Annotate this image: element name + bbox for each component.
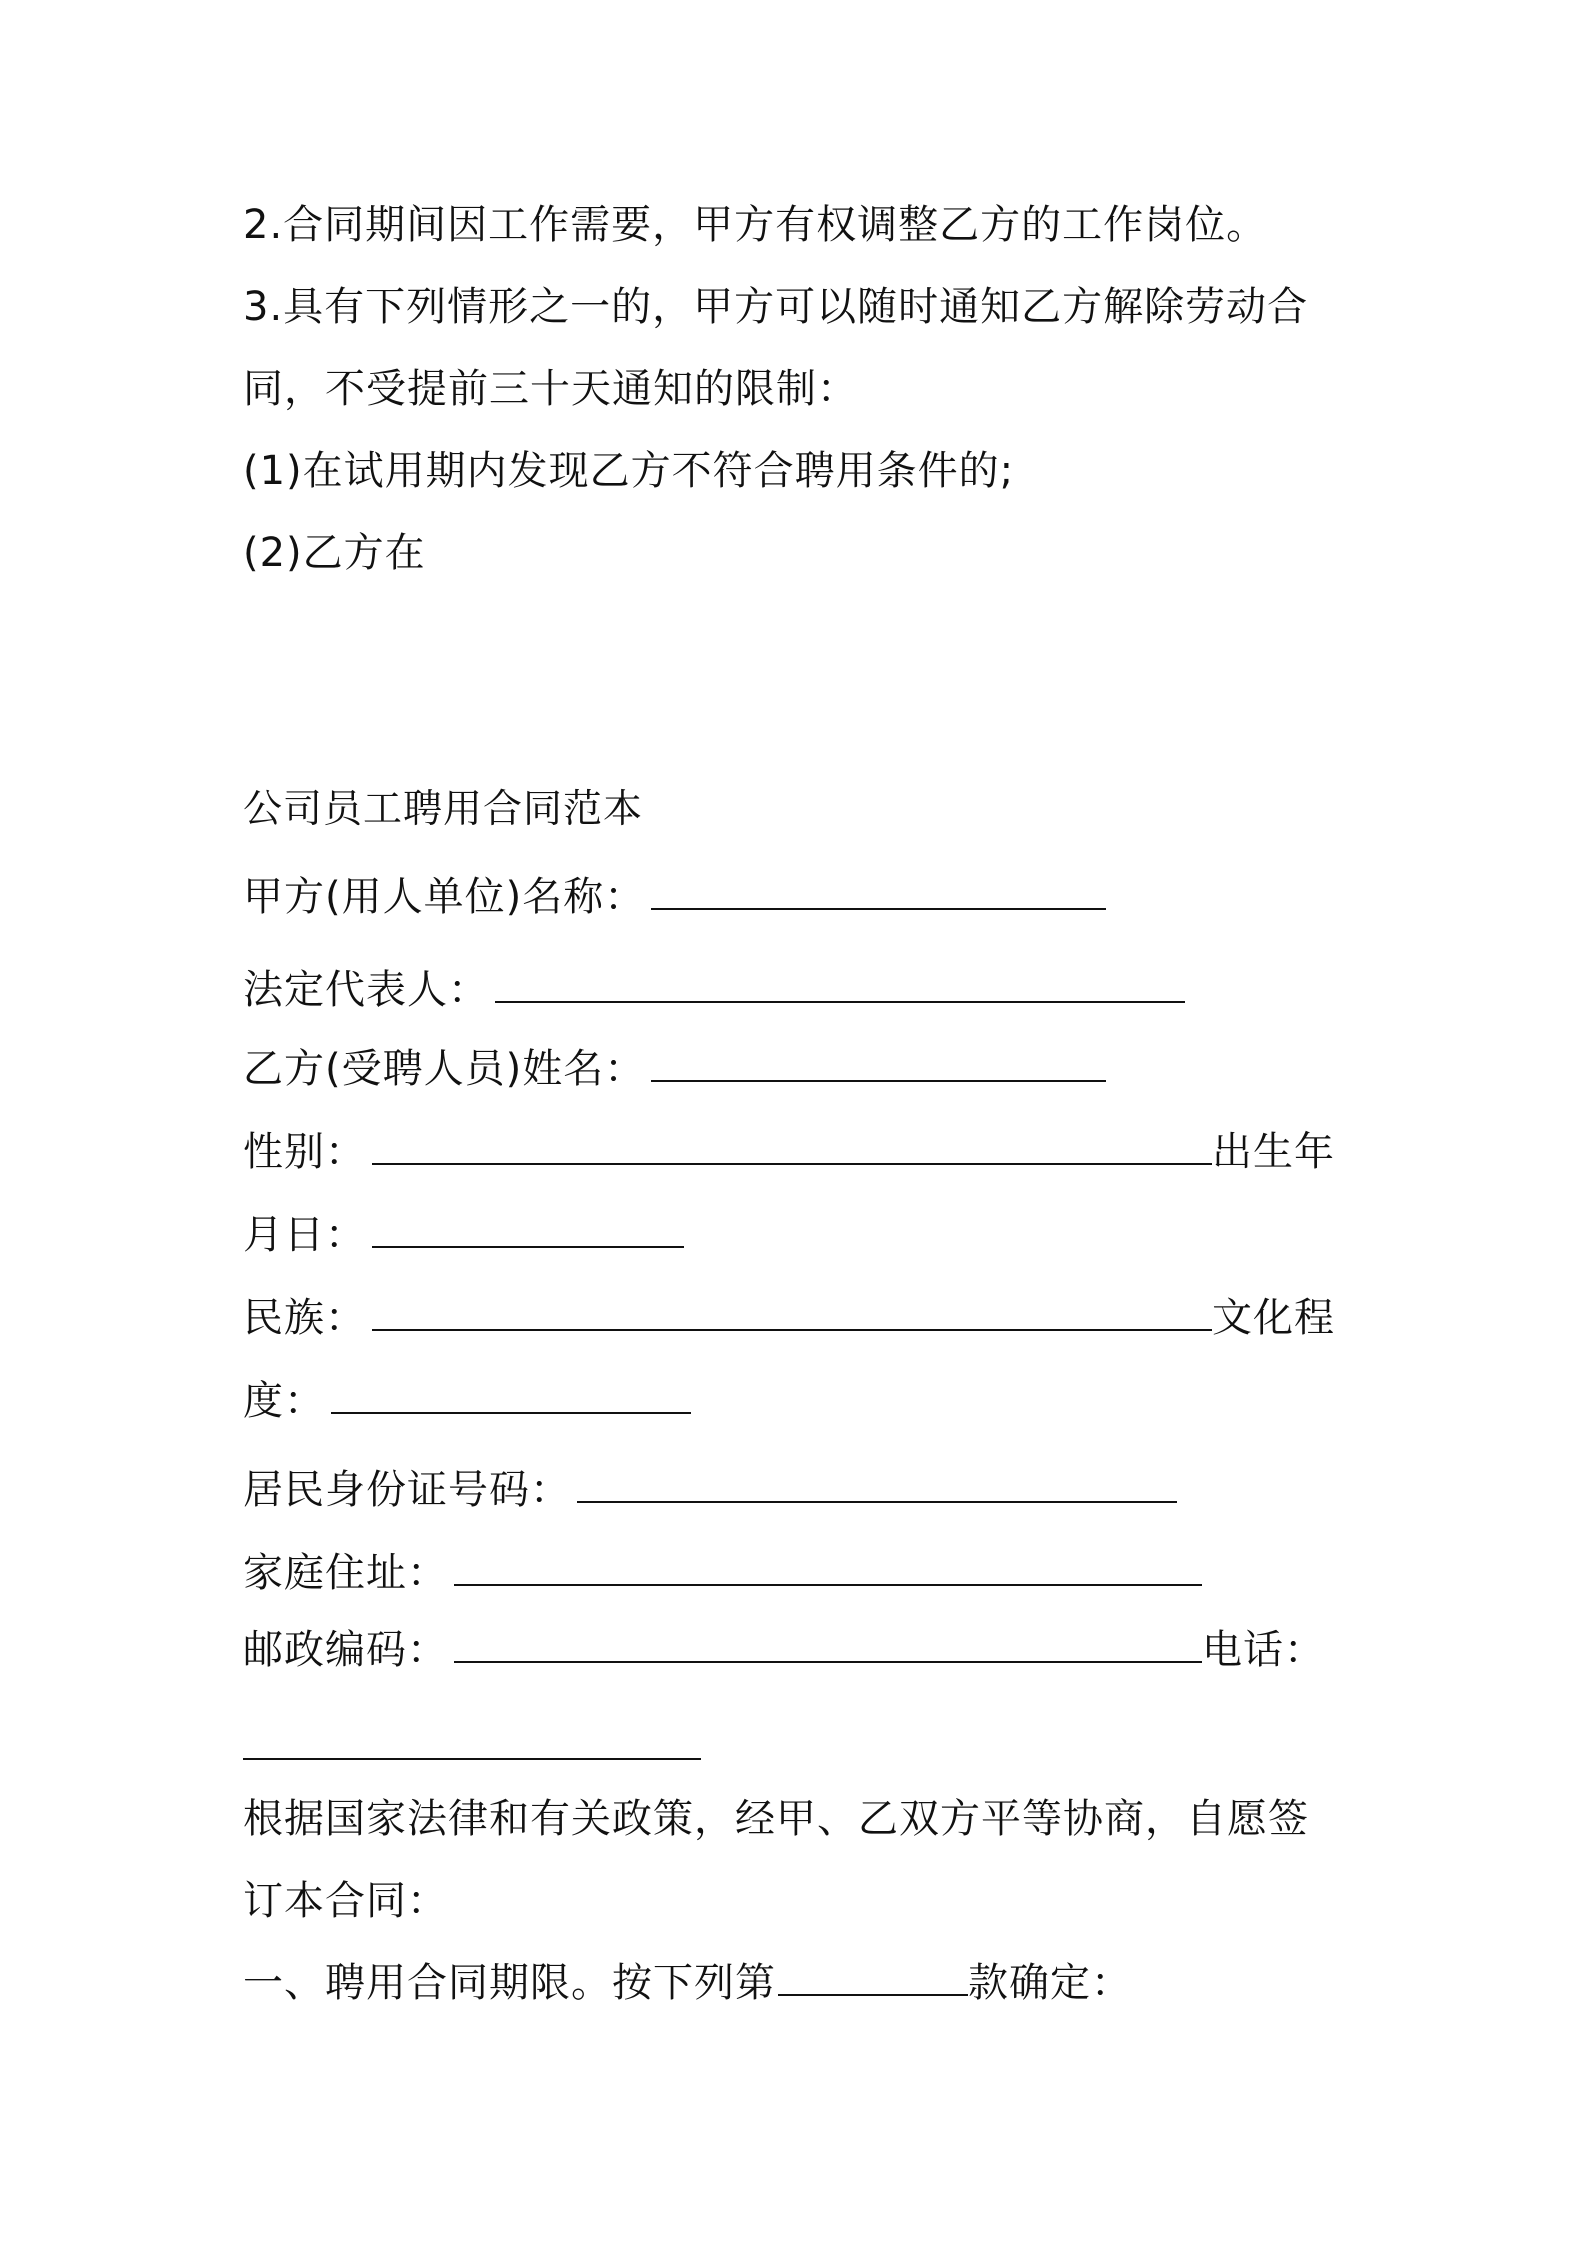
ethnicity-label: 民族：: [243, 1295, 366, 1341]
legal-rep-row: [243, 965, 1363, 1015]
birth-label-part-1: 出生年: [1212, 1129, 1335, 1175]
education-row: [243, 1376, 1363, 1426]
section-1-blank: [778, 1964, 968, 1996]
legal-rep-label: 法定代表人：: [243, 967, 489, 1013]
section-1-row: [243, 1958, 1363, 2008]
contract-title: 公司员工聘用合同范本: [243, 787, 644, 832]
section-1-suffix: 款确定：: [968, 1960, 1132, 2006]
id-number-blank: [577, 1471, 1177, 1503]
gender-label: 性别：: [243, 1129, 366, 1175]
education-label-part-2: 度：: [243, 1378, 325, 1424]
address-blank: [454, 1554, 1202, 1586]
address-row: [243, 1548, 1363, 1598]
gender-row: [243, 1127, 1363, 1177]
party-a-name-label: 甲方(用人单位)名称：: [243, 874, 646, 920]
section-1-label: 一、聘用合同期限。按下列第: [243, 1960, 776, 2006]
id-number-label: 居民身份证号码：: [243, 1467, 571, 1513]
phone-blank: [243, 1756, 701, 1760]
gender-blank: [372, 1133, 1212, 1165]
ethnicity-row: [243, 1293, 1363, 1343]
birth-row: [243, 1210, 1363, 1260]
party-b-name-label: 乙方(受聘人员)姓名：: [243, 1046, 646, 1092]
party-b-name-blank: [651, 1050, 1106, 1082]
clause-3-line-2: 同，不受提前三十天通知的限制：: [243, 366, 858, 412]
clause-3-line-1: 3.具有下列情形之一的，甲方可以随时通知乙方解除劳动合: [243, 284, 1309, 330]
ethnicity-blank: [372, 1299, 1212, 1331]
postal-code-label: 邮政编码：: [243, 1627, 448, 1673]
id-number-row: [243, 1465, 1363, 1515]
preamble-line-2: 订本合同：: [243, 1878, 448, 1924]
birth-blank: [372, 1216, 684, 1248]
address-label: 家庭住址：: [243, 1550, 448, 1596]
legal-rep-blank: [495, 971, 1185, 1003]
phone-label: 电话：: [1202, 1627, 1325, 1673]
clause-3-item-1: (1)在试用期内发现乙方不符合聘用条件的;: [243, 448, 1015, 494]
birth-label-part-2: 月日：: [243, 1212, 366, 1258]
postal-code-row: [243, 1625, 1363, 1675]
clause-3-item-2: (2)乙方在: [243, 530, 426, 576]
education-blank: [331, 1382, 691, 1414]
clause-2: 2.合同期间因工作需要，甲方有权调整乙方的工作岗位。: [243, 202, 1268, 248]
preamble-line-1: 根据国家法律和有关政策，经甲、乙双方平等协商，自愿签: [243, 1796, 1309, 1842]
party-b-name-row: [243, 1044, 1363, 1094]
postal-code-blank: [454, 1631, 1202, 1663]
party-a-name-blank: [651, 878, 1106, 910]
party-a-name-row: [243, 872, 1363, 922]
education-label-part-1: 文化程: [1212, 1295, 1335, 1341]
